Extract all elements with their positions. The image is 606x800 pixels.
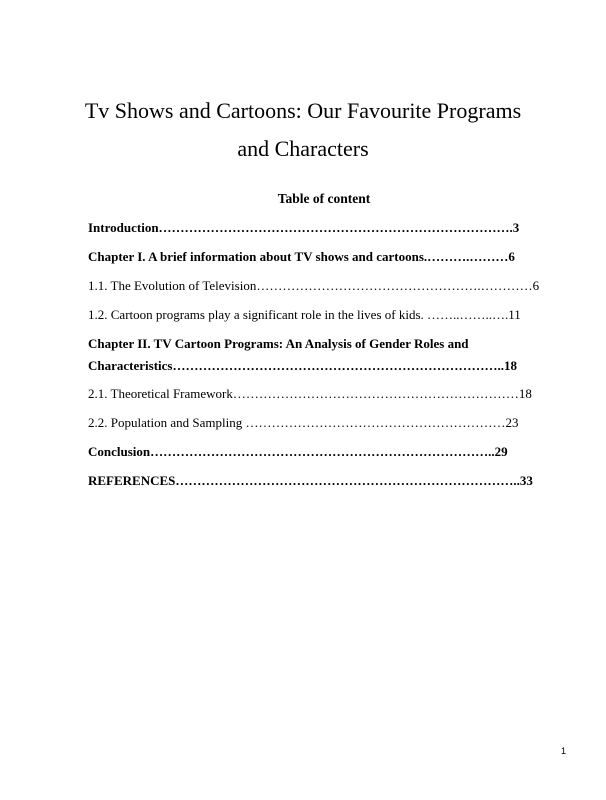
toc-entry-references: REFERENCES……………………………………………………………………..33 [88,473,533,488]
toc-entry-section-2-2: 2.2. Population and Sampling ……………………………………………………23 [88,415,519,430]
page-number: 1 [560,746,566,756]
toc-entry-introduction: Introduction……………………………………………………………………….3 [88,220,520,235]
toc-entry-chapter-1: Chapter I. A brief information about TV shows and cartoons.……….………6 [88,249,515,264]
title-line-1: Tv Shows and Cartoons: Our Favourite Programs [84,98,522,123]
toc-entry-section-1-1: 1.1. The Evolution of Television…………………………………………….…………6 [88,278,540,293]
toc-entry-chapter-2-line-1: Chapter II. TV Cartoon Programs: An Analysis of Gender Roles and [88,336,469,351]
toc-entry-section-2-1: 2.1. Theoretical Framework…………………………………………………………18 [88,386,532,401]
toc-entry-section-1-2: 1.2. Cartoon programs play a significant role in the lives of kids. ……..……..….11 [88,307,521,322]
title-line-2: and Characters [237,136,369,161]
toc-heading: Table of content [277,191,371,206]
document-title [60,92,546,168]
toc-entry-conclusion: Conclusion……………………………………………………………………..29 [88,444,508,459]
toc-entry-chapter-2-line-2: Characteristics…………………………………………………………………..18 [88,358,517,373]
